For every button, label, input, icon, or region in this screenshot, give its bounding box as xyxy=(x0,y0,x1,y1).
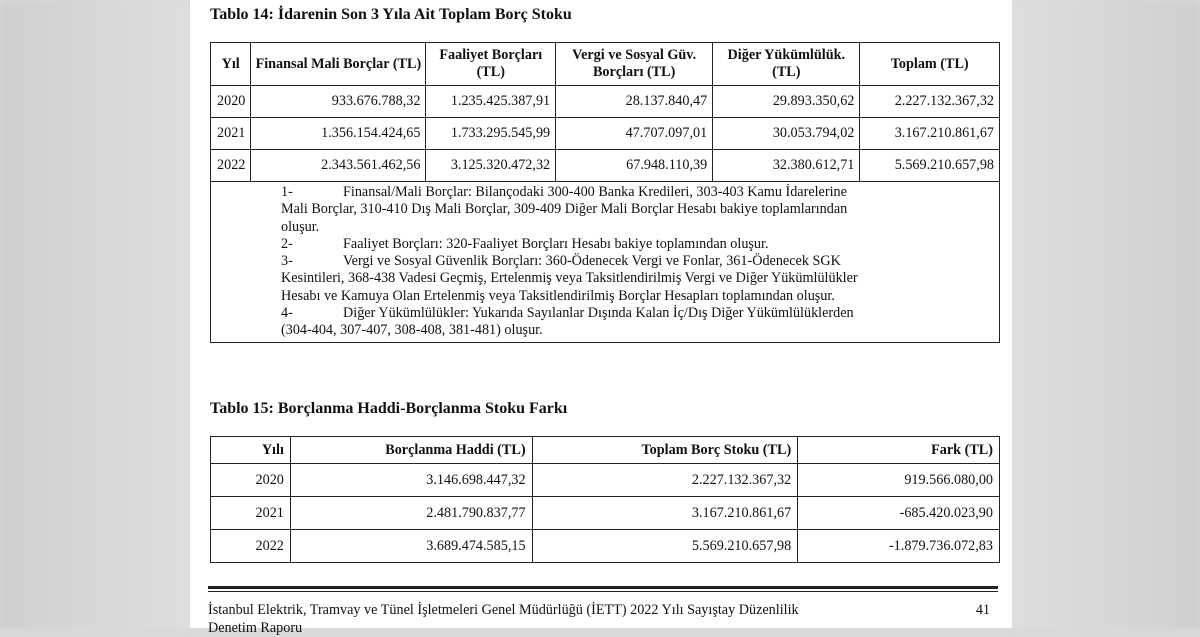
note-continuation: Hesabı ve Kamuya Olan Ertelenmiş veya Taksitlendirilmiş Borçlar Hesapları toplamından oluşur. xyxy=(281,287,835,304)
table-cell: 3.146.698.447,32 xyxy=(290,464,532,497)
table-cell: 47.707.097,01 xyxy=(556,118,713,150)
table-cell: 1.733.295.545,99 xyxy=(426,118,556,150)
table-cell: 3.167.210.861,67 xyxy=(532,497,798,530)
table14-notes xyxy=(211,182,1000,343)
table-cell: 2.343.561.462,56 xyxy=(251,150,426,182)
note-item xyxy=(211,253,999,270)
table14-header: Toplam (TL) xyxy=(860,43,1000,86)
table-row xyxy=(211,118,1000,150)
table15-header: Yılı xyxy=(211,437,291,464)
table-cell: 2.227.132.367,32 xyxy=(532,464,798,497)
table-cell: 5.569.210.657,98 xyxy=(532,530,798,563)
table14-header: Yıl xyxy=(211,43,251,86)
note-continuation: Kesintileri, 368-438 Vadesi Geçmiş, Ertelenmiş veya Taksitlendirilmiş Vergi ve Diğer Yükümlülükler xyxy=(281,270,858,287)
page-number: 41 xyxy=(975,602,990,618)
table-cell: 32.380.612,71 xyxy=(713,150,860,182)
table-row xyxy=(211,464,1000,497)
background-right-blur xyxy=(1010,0,1200,628)
table-cell: 2021 xyxy=(211,497,291,530)
table-cell: 2022 xyxy=(211,530,291,563)
note-text: Diğer Yükümlülükler: Yukarıda Sayılanlar Dışında Kalan İç/Dış Diğer Yükümlülüklerden xyxy=(343,305,854,322)
table-cell: 1.235.425.387,91 xyxy=(426,86,556,118)
table-row xyxy=(211,150,1000,182)
note-continuation: Mali Borçlar, 310-410 Dış Mali Borçlar, 309-409 Diğer Mali Borçlar Hesabı bakiye toplamlarından xyxy=(281,201,848,218)
table15-header: Fark (TL) xyxy=(798,437,1000,464)
table-cell: 2020 xyxy=(211,464,291,497)
table-cell: 29.893.350,62 xyxy=(713,86,860,118)
note-item xyxy=(211,236,999,253)
table14-header: Vergi ve Sosyal Güv. Borçları (TL) xyxy=(556,43,713,86)
note-number: 4- xyxy=(281,305,293,322)
table14-header-row xyxy=(211,43,1000,86)
note-number: 1- xyxy=(281,184,293,200)
table15-header: Borçlanma Haddi (TL) xyxy=(290,437,532,464)
table-cell: 933.676.788,32 xyxy=(251,86,426,118)
table14 xyxy=(210,42,1000,343)
table-cell: 5.569.210.657,98 xyxy=(860,150,1000,182)
footer-text: İstanbul Elektrik, Tramvay ve Tünel İşletmeleri Genel Müdürlüğü (İETT) 2022 Yılı Sayıştay Düzenlilik xyxy=(208,602,799,618)
note-text: Finansal/Mali Borçlar: Bilançodaki 300-400 Banka Kredileri, 303-403 Kamu İdarelerine xyxy=(343,184,847,200)
note-item xyxy=(211,184,999,201)
table15-header: Toplam Borç Stoku (TL) xyxy=(532,437,798,464)
note-number: 3- xyxy=(281,253,293,270)
note-continuation: (304-404, 307-407, 308-408, 381-481) oluşur. xyxy=(281,322,543,339)
table-cell: 28.137.840,47 xyxy=(556,86,713,118)
table15 xyxy=(210,436,1000,563)
table-cell: -685.420.023,90 xyxy=(798,497,1000,530)
table-cell: 2.227.132.367,32 xyxy=(860,86,1000,118)
document-page xyxy=(190,0,1012,636)
table14-title: Tablo 14: İdarenin Son 3 Yıla Ait Toplam Borç Stoku xyxy=(210,6,572,23)
table-cell: 3.689.474.585,15 xyxy=(290,530,532,563)
table14-header: Diğer Yükümlülük. (TL) xyxy=(713,43,860,86)
note-continuation: oluşur. xyxy=(281,218,320,235)
table15-title: Tablo 15: Borçlanma Haddi-Borçlanma Stoku Farkı xyxy=(210,400,568,417)
table14-header: Finansal Mali Borçlar (TL) xyxy=(251,43,426,86)
footer-text-continuation: Denetim Raporu xyxy=(208,620,303,636)
table-cell: 67.948.110,39 xyxy=(556,150,713,182)
table-cell: -1.879.736.072,83 xyxy=(798,530,1000,563)
table-row xyxy=(211,497,1000,530)
table14-notes-row xyxy=(211,182,1000,343)
table-row xyxy=(211,530,1000,563)
table-cell: 2021 xyxy=(211,118,251,150)
table-cell: 3.167.210.861,67 xyxy=(860,118,1000,150)
table-cell: 2.481.790.837,77 xyxy=(290,497,532,530)
footer-divider xyxy=(208,591,998,592)
table-cell: 2022 xyxy=(211,150,251,182)
note-number: 2- xyxy=(281,235,293,252)
table15-header-row xyxy=(211,437,1000,464)
table14-header: Faaliyet Borçları (TL) xyxy=(426,43,556,86)
table-cell: 3.125.320.472,32 xyxy=(426,150,556,182)
table-row xyxy=(211,86,1000,118)
note-text: Faaliyet Borçları: 320-Faaliyet Borçları Hesabı bakiye toplamından oluşur. xyxy=(343,235,769,252)
note-item xyxy=(211,305,999,322)
background-left-blur xyxy=(0,0,190,628)
table-cell: 919.566.080,00 xyxy=(798,464,1000,497)
table-cell: 1.356.154.424,65 xyxy=(251,118,426,150)
page-footer xyxy=(208,601,998,637)
footer-divider xyxy=(208,586,998,589)
note-text: Vergi ve Sosyal Güvenlik Borçları: 360-Ödenecek Vergi ve Fonlar, 361-Ödenecek SGK xyxy=(343,253,841,270)
table-cell: 2020 xyxy=(211,86,251,118)
table-cell: 30.053.794,02 xyxy=(713,118,860,150)
